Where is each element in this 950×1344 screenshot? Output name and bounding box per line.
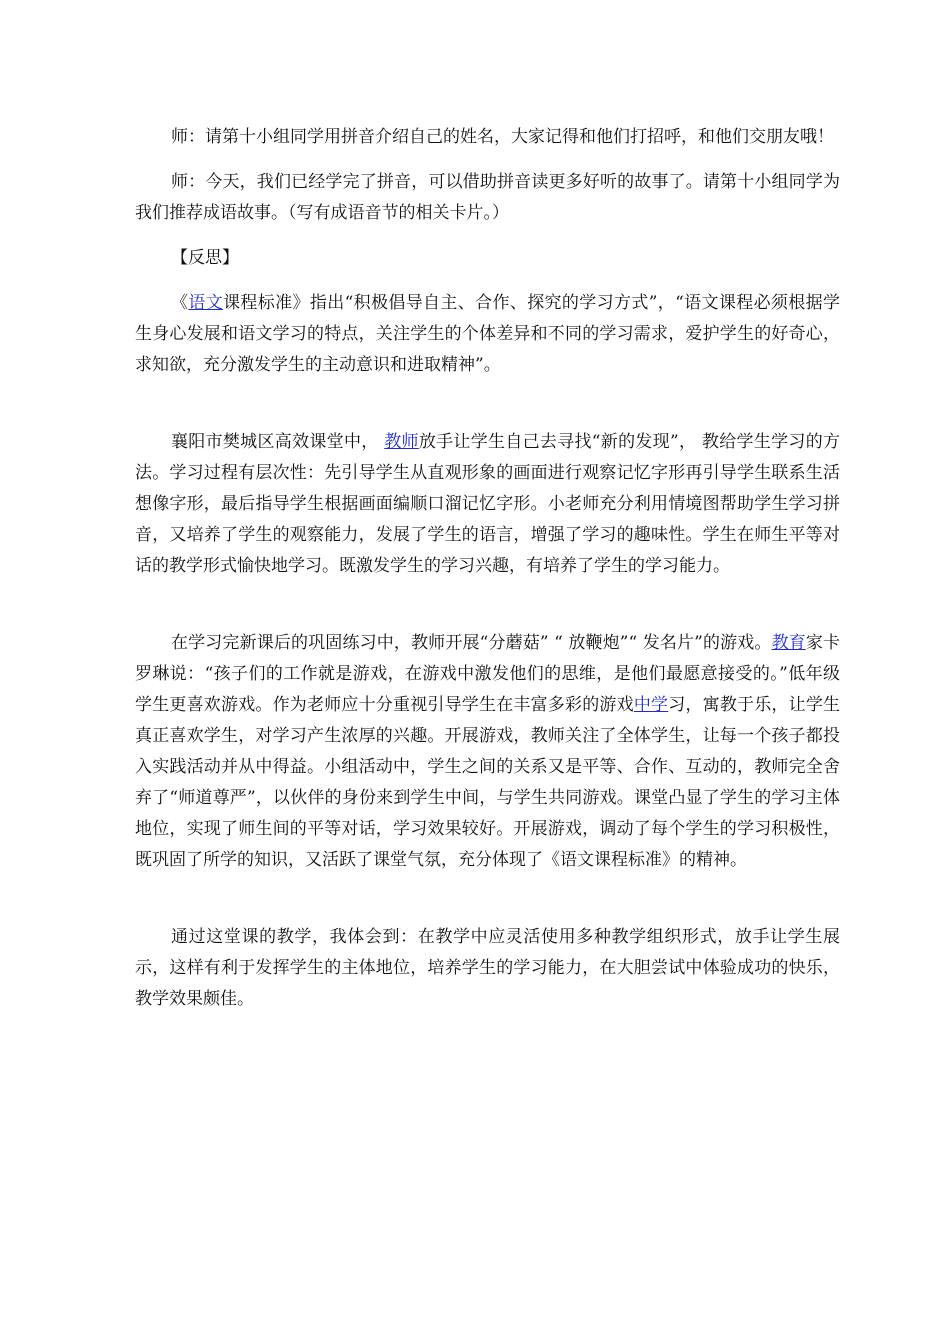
link-zhongxue[interactable]: 中学 xyxy=(633,695,669,715)
link-jiaoshi[interactable]: 教师 xyxy=(384,432,419,452)
text-run: 《 xyxy=(171,293,189,313)
paragraph-conclusion: 通过这堂课的教学，我体会到：在教学中应灵活使用多种教学组织形式，放手让学生展示，这样有利于发挥学生的主体地位，培养学生的学习能力，在大胆尝试中体验成功的快乐，教学效果颇佳。 xyxy=(135,927,840,1009)
paragraph-curriculum-standard xyxy=(135,288,840,381)
paragraph-efficient-classroom xyxy=(135,427,840,582)
paragraph-teacher-story: 师：今天，我们已经学完了拼音，可以借助拼音读更多好听的故事了。请第十小组同学为我们推荐成语故事。（写有成语音节的相关卡片。） xyxy=(135,172,840,223)
text-run: 家卡罗琳说：“孩子们的工作就是游戏，在游戏中激发他们的思维，是他们最愿意接受的。”低年级学生更喜欢游戏。作为老师应十分重视引导学生在丰富多彩的游戏 xyxy=(135,633,841,715)
text-run: 在学习完新课后的巩固练习中，教师开展“分蘑菇” “ 放鞭炮”“ 发名片”的游戏。 xyxy=(171,633,772,653)
link-jiaoyu[interactable]: 教育 xyxy=(771,633,806,653)
paragraph-gap xyxy=(135,274,840,288)
paragraph-gap xyxy=(135,381,840,427)
paragraph-gap xyxy=(135,229,840,243)
text-run: 放手让学生自己去寻找“新的发现”， 教给学生学习的方法。学习过程有层次性：先引导学生从直观形象的画面进行观察记忆字形再引导学生联系生活想像字形，最后指导学生根据画面编顺口溜记忆字形。小老师充分利用情境图帮助学生学习拼音，又培养了学生的观察能力，发展了学生的语言，增强了学习的趣味性。学生在师生平等对话的教学形式愉快地学习。既激发学生的学习兴趣，有培养了学生的学习能力。 xyxy=(135,432,841,576)
text-run: 襄阳市樊城区高效课堂中， xyxy=(171,432,385,452)
document-body xyxy=(135,122,840,1015)
section-heading-reflection: 【反思】 xyxy=(171,248,239,268)
paragraph-gap xyxy=(135,582,840,628)
paragraph-gap xyxy=(135,876,840,922)
text-run: 课程标准》指出“积极倡导自主、合作、探究的学习方式”，“语文课程必须根据学生身心发展和语文学习的特点，关注学生的个体差异和不同的学习需求，爱护学生的好奇心，求知欲，充分激发学生的主动意识和进取精神”。 xyxy=(135,293,841,375)
paragraph-gap xyxy=(135,153,840,167)
paragraph-teacher-intro: 师：请第十小组同学用拼音介绍自己的姓名，大家记得和他们打招呼，和他们交朋友哦！ xyxy=(171,127,834,147)
link-yuwen[interactable]: 语文 xyxy=(188,293,224,313)
paragraph-games xyxy=(135,628,840,876)
text-run: 习，寓教于乐，让学生真正喜欢学生，对学习产生浓厚的兴趣。开展游戏，教师关注了全体学生，让每一个孩子都投入实践活动并从中得益。小组活动中，学生之间的关系又是平等、合作、互动的，教师完全舍弃了“师道尊严”，以伙伴的身份来到学生中间，与学生共同游戏。课堂凸显了学生的学习主体地位，实现了师生间的平等对话，学习效果较好。开展游戏，调动了每个学生的学习积极性，既巩固了所学的知识，又活跃了课堂气氛，充分体现了《语文课程标准》的精神。 xyxy=(135,695,841,870)
